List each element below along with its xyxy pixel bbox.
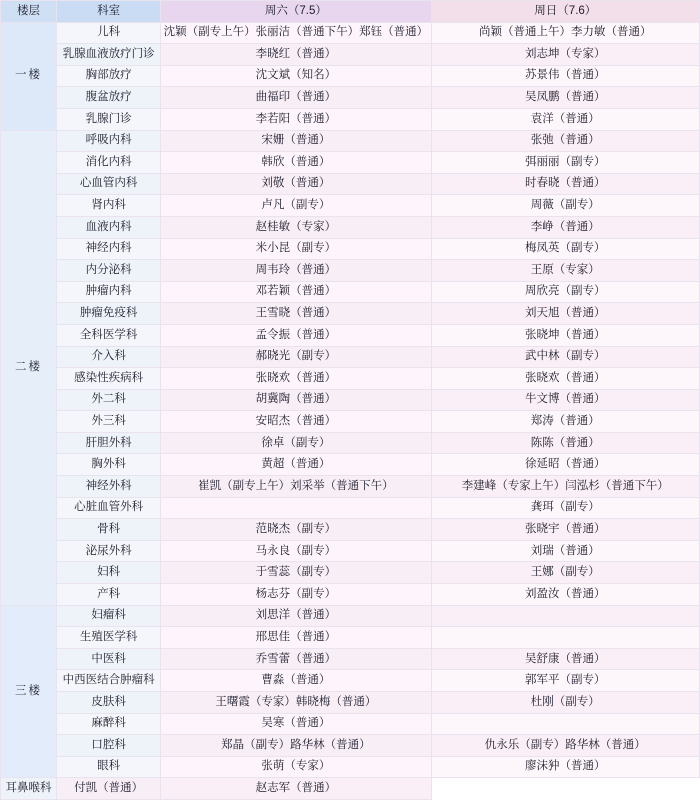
department-cell: 胸部放疗 (57, 65, 161, 87)
floor-cell: 三楼 (1, 605, 57, 778)
floor-cell: 一楼 (1, 22, 57, 130)
department-cell: 儿科 (57, 22, 161, 44)
sunday-cell: 袁洋（普通） (431, 108, 699, 130)
table-row (1, 670, 700, 692)
department-cell: 肿瘤内科 (57, 281, 161, 303)
saturday-cell: 沈颖（副专上午）张丽洁（普通下午）郑钰（普通） (161, 22, 431, 44)
department-cell: 外二科 (57, 389, 161, 411)
department-cell: 中医科 (57, 648, 161, 670)
table-row (1, 281, 700, 303)
table-row (1, 216, 700, 238)
sunday-cell: 赵志军（普通） (161, 778, 431, 800)
saturday-cell: 崔凯（副专上午）刘采举（普通下午） (161, 476, 431, 498)
sunday-cell: 刘盈汝（普通） (431, 584, 699, 606)
sunday-cell: 刘志坤（专家） (431, 44, 699, 66)
department-cell: 肾内科 (57, 195, 161, 217)
sunday-cell: 李建峰（专家上午）闫泓杉（普通下午） (431, 476, 699, 498)
sunday-cell (431, 627, 699, 649)
sunday-cell: 李峥（普通） (431, 216, 699, 238)
sunday-cell (431, 713, 699, 735)
sunday-cell: 张晓宇（普通） (431, 519, 699, 541)
department-cell: 产科 (57, 584, 161, 606)
sunday-cell: 周欣亮（副专） (431, 281, 699, 303)
table-row (1, 476, 700, 498)
table-row (1, 605, 700, 627)
department-cell: 心脏血管外科 (57, 497, 161, 519)
table-header (1, 1, 700, 23)
sunday-cell: 徐延昭（普通） (431, 454, 699, 476)
saturday-cell: 刘敬（普通） (161, 173, 431, 195)
saturday-cell: 米小昆（副专） (161, 238, 431, 260)
saturday-cell: 徐卓（副专） (161, 432, 431, 454)
department-cell: 乳腺门诊 (57, 108, 161, 130)
header-row (1, 1, 700, 23)
saturday-cell: 付凯（普通） (57, 778, 161, 800)
saturday-cell: 吴寒（普通） (161, 713, 431, 735)
sunday-cell: 杜刚（副专） (431, 692, 699, 714)
department-cell: 内分泌科 (57, 260, 161, 282)
header-department: 科室 (57, 1, 161, 23)
saturday-cell: 郝晓光（副专） (161, 346, 431, 368)
saturday-cell: 乔雪蕾（普通） (161, 648, 431, 670)
table-row (1, 346, 700, 368)
saturday-cell: 马永良（副专） (161, 540, 431, 562)
department-cell: 妇瘤科 (57, 605, 161, 627)
table-row (1, 432, 700, 454)
table-row (1, 540, 700, 562)
department-cell: 腹盆放疗 (57, 87, 161, 109)
department-cell: 外三科 (57, 411, 161, 433)
sunday-cell: 牛文博（普通） (431, 389, 699, 411)
sunday-cell: 尚颖（普通上午）李力敏（普通） (431, 22, 699, 44)
department-cell: 妇科 (57, 562, 161, 584)
sunday-cell: 廖沫狆（普通） (431, 756, 699, 778)
sunday-cell: 陈陈（普通） (431, 432, 699, 454)
saturday-cell (161, 497, 431, 519)
saturday-cell: 杨志芬（副专） (161, 584, 431, 606)
sunday-cell: 刘瑞（普通） (431, 540, 699, 562)
saturday-cell: 李晓红（普通） (161, 44, 431, 66)
department-cell: 心血管内科 (57, 173, 161, 195)
sunday-cell: 郑涛（普通） (431, 411, 699, 433)
header-saturday: 周六（7.5） (161, 1, 431, 23)
table-body (1, 22, 700, 799)
department-cell: 眼科 (57, 756, 161, 778)
saturday-cell: 张晓欢（普通） (161, 368, 431, 390)
department-cell: 神经外科 (57, 476, 161, 498)
department-cell: 肿瘤免疫科 (57, 303, 161, 325)
table-row (1, 368, 700, 390)
saturday-cell: 王曙霞（专家）韩晓梅（普通） (161, 692, 431, 714)
table-row (1, 130, 700, 152)
department-cell: 感染性疾病科 (57, 368, 161, 390)
sunday-cell: 周薇（副专） (431, 195, 699, 217)
table-row (1, 195, 700, 217)
saturday-cell: 郑晶（副专）路华林（普通） (161, 735, 431, 757)
department-cell: 全科医学科 (57, 324, 161, 346)
department-cell: 生殖医学科 (57, 627, 161, 649)
table-row (1, 584, 700, 606)
department-cell: 中西医结合肿瘤科 (57, 670, 161, 692)
saturday-cell: 曹淼（普通） (161, 670, 431, 692)
sunday-cell: 刘天旭（普通） (431, 303, 699, 325)
table-row (1, 152, 700, 174)
table-row (1, 260, 700, 282)
table-row (1, 173, 700, 195)
sunday-cell: 张晓坤（普通） (431, 324, 699, 346)
table-row (1, 562, 700, 584)
table-row (1, 238, 700, 260)
sunday-cell: 龚珥（副专） (431, 497, 699, 519)
sunday-cell: 仇永乐（副专）路华林（普通） (431, 735, 699, 757)
saturday-cell: 胡冀陶（普通） (161, 389, 431, 411)
table-row (1, 519, 700, 541)
sunday-cell: 梅凤英（副专） (431, 238, 699, 260)
table-row (1, 389, 700, 411)
table-row (1, 497, 700, 519)
header-sunday: 周日（7.6） (431, 1, 699, 23)
header-floor: 楼层 (1, 1, 57, 23)
saturday-cell: 李若阳（普通） (161, 108, 431, 130)
department-cell: 呼吸内科 (57, 130, 161, 152)
department-cell: 麻醉科 (57, 713, 161, 735)
sunday-cell (431, 605, 699, 627)
department-cell: 神经内科 (57, 238, 161, 260)
sunday-cell: 弭丽丽（副专） (431, 152, 699, 174)
saturday-cell: 范晓杰（副专） (161, 519, 431, 541)
sunday-cell: 张晓欢（普通） (431, 368, 699, 390)
saturday-cell: 卢凡（副专） (161, 195, 431, 217)
table-row (1, 627, 700, 649)
table-row (1, 303, 700, 325)
table-row (1, 324, 700, 346)
table-row (1, 65, 700, 87)
sunday-cell: 苏景伟（普通） (431, 65, 699, 87)
saturday-cell: 邢思佳（普通） (161, 627, 431, 649)
department-cell: 口腔科 (57, 735, 161, 757)
sunday-cell: 张弛（普通） (431, 130, 699, 152)
floor-cell: 二楼 (1, 130, 57, 605)
table-row (1, 22, 700, 44)
saturday-cell: 周韦玲（普通） (161, 260, 431, 282)
table-row (1, 454, 700, 476)
table-row (1, 778, 700, 800)
sunday-cell: 武中林（副专） (431, 346, 699, 368)
department-cell: 消化内科 (57, 152, 161, 174)
sunday-cell: 吴舒康（普通） (431, 648, 699, 670)
table-row (1, 87, 700, 109)
department-cell: 皮肤科 (57, 692, 161, 714)
department-cell: 骨科 (57, 519, 161, 541)
saturday-cell: 张萌（专家） (161, 756, 431, 778)
saturday-cell: 赵桂敏（专家） (161, 216, 431, 238)
sunday-cell: 吴凤鹏（普通） (431, 87, 699, 109)
saturday-cell: 沈文斌（知名） (161, 65, 431, 87)
table-row (1, 692, 700, 714)
table-row (1, 108, 700, 130)
saturday-cell: 曲福印（普通） (161, 87, 431, 109)
department-cell: 肝胆外科 (57, 432, 161, 454)
department-cell: 胸外科 (57, 454, 161, 476)
table-row (1, 756, 700, 778)
saturday-cell: 韩欣（普通） (161, 152, 431, 174)
saturday-cell: 王雪晓（普通） (161, 303, 431, 325)
sunday-cell: 王原（专家） (431, 260, 699, 282)
sunday-cell: 王娜（副专） (431, 562, 699, 584)
saturday-cell: 安昭杰（普通） (161, 411, 431, 433)
saturday-cell: 刘思洋（普通） (161, 605, 431, 627)
saturday-cell: 孟令振（普通） (161, 324, 431, 346)
department-cell: 介入科 (57, 346, 161, 368)
table-row (1, 713, 700, 735)
department-cell: 乳腺血液放疗门诊 (57, 44, 161, 66)
table-row (1, 44, 700, 66)
table-row (1, 648, 700, 670)
table-row (1, 411, 700, 433)
sunday-cell: 郭军平（副专） (431, 670, 699, 692)
saturday-cell: 黄超（普通） (161, 454, 431, 476)
table-row (1, 735, 700, 757)
department-cell: 泌尿外科 (57, 540, 161, 562)
department-cell: 血液内科 (57, 216, 161, 238)
department-cell: 耳鼻喉科 (1, 778, 57, 800)
saturday-cell: 宋姗（普通） (161, 130, 431, 152)
saturday-cell: 于雪蕊（副专） (161, 562, 431, 584)
sunday-cell: 时春晓（普通） (431, 173, 699, 195)
saturday-cell: 邓若颖（普通） (161, 281, 431, 303)
